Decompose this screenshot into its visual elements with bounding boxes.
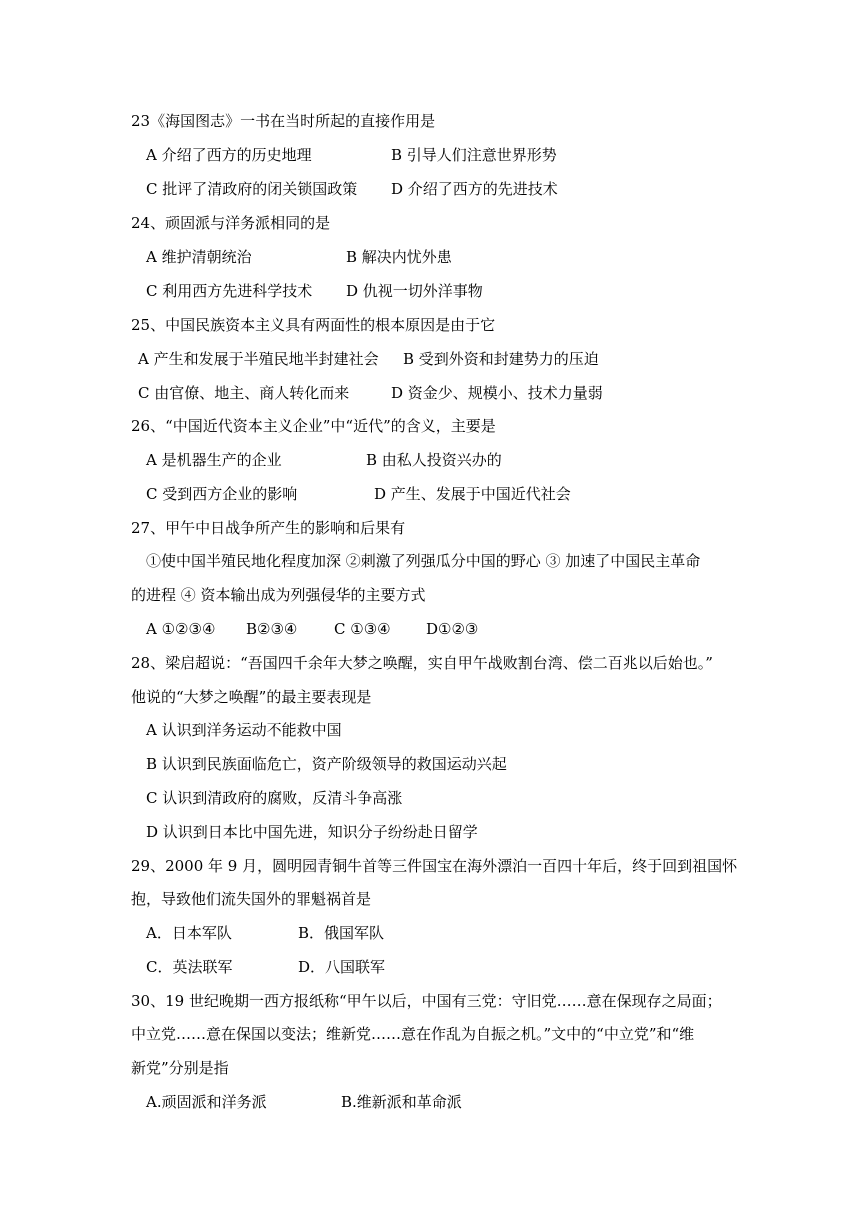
question-24-stem: 24、顽固派与洋务派相同的是 <box>131 214 331 232</box>
question-28-stem-line-2: 他说的“大梦之唤醒”的最主要表现是 <box>131 688 372 706</box>
question-26-option-a: A 是机器生产的企业 <box>146 451 282 469</box>
question-24-option-a: A 维护清朝统治 <box>146 248 252 266</box>
question-27-option-b: B②③④ <box>246 620 298 638</box>
question-29-stem-line-1: 29、2000 年 9 月，圆明园青铜牛首等三件国宝在海外漂泊一百四十年后，终于回到祖国怀 <box>131 857 738 875</box>
question-30-option-b: B.维新派和革命派 <box>341 1093 462 1111</box>
question-24-option-c: C 利用西方先进科学技术 <box>146 282 313 300</box>
question-23-option-a: A 介绍了西方的历史地理 <box>146 146 312 164</box>
question-28-option-d: D 认识到日本比中国先进，知识分子纷纷赴日留学 <box>146 823 478 841</box>
question-25-option-d: D 资金少、规模小、技术力量弱 <box>391 384 603 402</box>
question-27-stem-line-1: ①使中国半殖民地化程度加深 ②刺激了列强瓜分中国的野心 ③ 加速了中国民主革命 <box>146 552 701 570</box>
question-30-stem-line-3: 新党”分别是指 <box>131 1059 229 1077</box>
question-27-stem-line-2: 的进程 ④ 资本输出成为列强侵华的主要方式 <box>131 586 426 604</box>
question-28-stem-line-1: 28、梁启超说：“吾国四千余年大梦之唤醒，实自甲午战败割台湾、偿二百兆以后始也。” <box>131 654 713 672</box>
question-26-option-c: C 受到西方企业的影响 <box>146 485 298 503</box>
question-28-option-b: B 认识到民族面临危亡，资产阶级领导的救国运动兴起 <box>146 755 507 773</box>
question-23-option-b: B 引导人们注意世界形势 <box>391 146 557 164</box>
question-29-stem-line-2: 抱，导致他们流失国外的罪魁祸首是 <box>131 890 372 908</box>
question-28-option-c: C 认识到清政府的腐败，反清斗争高涨 <box>146 789 403 807</box>
question-26-option-b: B 由私人投资兴办的 <box>366 451 502 469</box>
question-23-option-c: C 批评了清政府的闭关锁国政策 <box>146 180 358 198</box>
question-30-stem-line-1: 30、19 世纪晚期一西方报纸称“甲午以后，中国有三党：守旧党……意在保现存之局面； <box>131 992 722 1010</box>
question-27-option-a: A ①②③④ <box>146 620 216 638</box>
question-29-option-a: A．日本军队 <box>146 924 232 942</box>
question-29-option-c: C．英法联军 <box>146 958 233 976</box>
question-25-option-b: B 受到外资和封建势力的压迫 <box>403 350 599 368</box>
question-27-stem: 27、甲午中日战争所产生的影响和后果有 <box>131 519 406 537</box>
question-26-stem: 26、“中国近代资本主义企业”中“近代”的含义，主要是 <box>131 417 496 435</box>
question-27-option-d: D①②③ <box>426 620 479 638</box>
question-26-option-d: D 产生、发展于中国近代社会 <box>374 485 571 503</box>
question-24-option-d: D 仇视一切外洋事物 <box>346 282 483 300</box>
question-29-option-b: B．俄国军队 <box>298 924 385 942</box>
question-30-stem-line-2: 中立党……意在保国以变法；维新党……意在作乱为自振之机。”文中的“中立党”和“维 <box>131 1025 695 1043</box>
question-30-option-a: A.顽固派和洋务派 <box>146 1093 267 1111</box>
question-28-option-a: A 认识到洋务运动不能救中国 <box>146 721 342 739</box>
question-25-stem: 25、中国民族资本主义具有两面性的根本原因是由于它 <box>131 316 496 334</box>
question-23-stem: 23《海国图志》一书在当时所起的直接作用是 <box>131 112 436 130</box>
question-25-option-c: C 由官僚、地主、商人转化而来 <box>138 384 350 402</box>
question-23-option-d: D 介绍了西方的先进技术 <box>391 180 558 198</box>
question-29-option-d: D．八国联军 <box>298 958 386 976</box>
question-27-option-c: C ①③④ <box>334 620 391 638</box>
question-24-option-b: B 解决内忧外患 <box>346 248 452 266</box>
question-25-option-a: A 产生和发展于半殖民地半封建社会 <box>138 350 379 368</box>
